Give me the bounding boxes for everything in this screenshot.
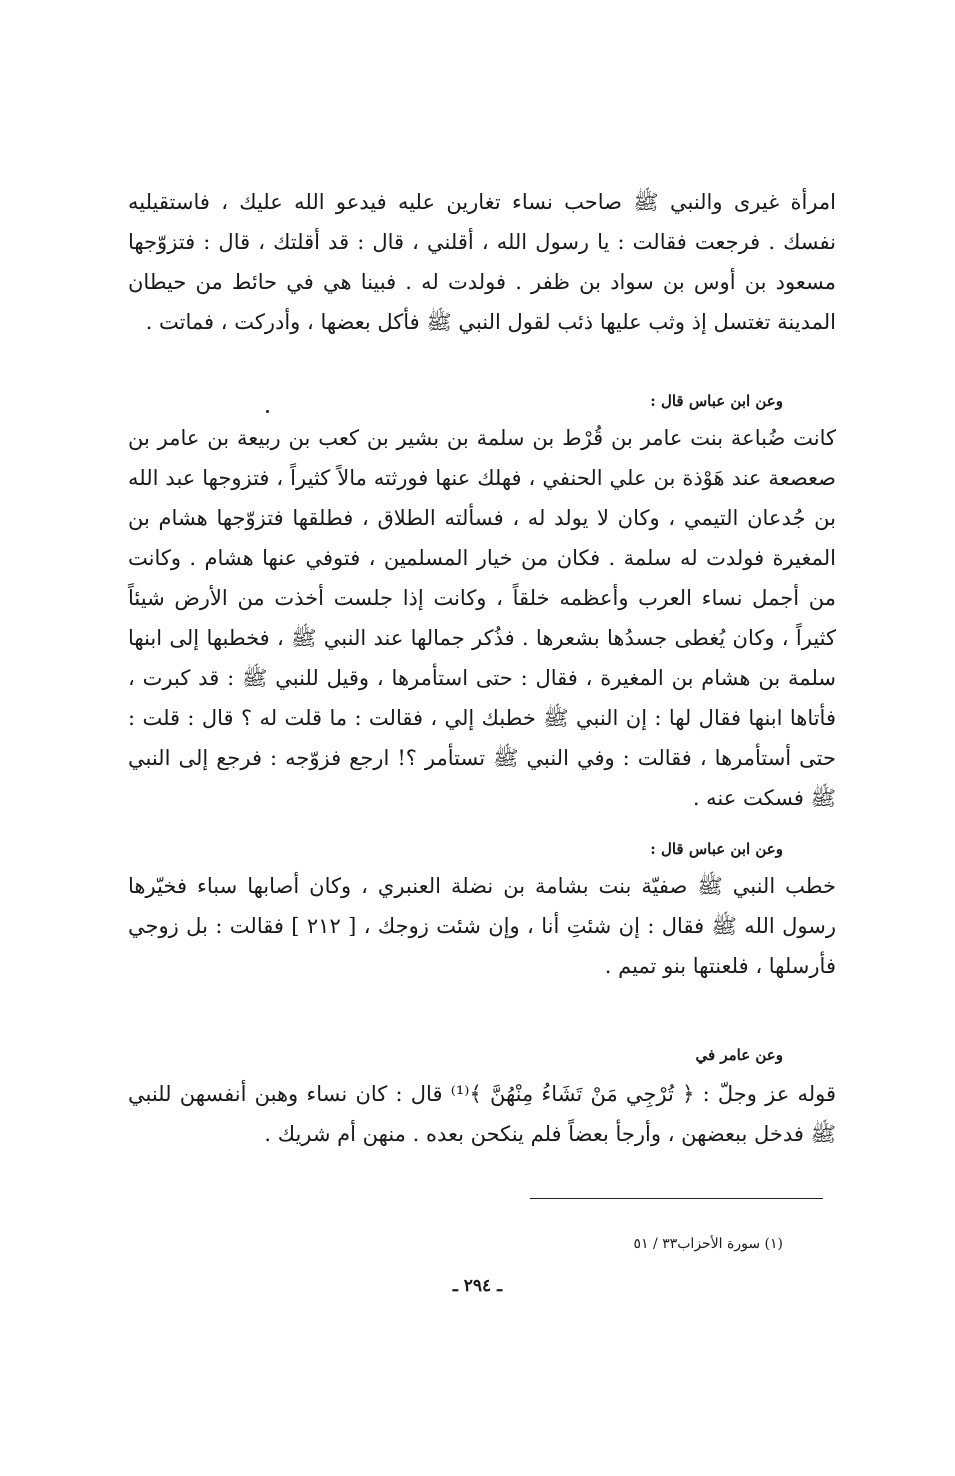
page-number: ـ ٢٩٤ ـ [452, 1276, 503, 1296]
footnote: (١) سورة الأحزاب٣٣ / ٥١ [633, 1236, 783, 1252]
paragraph-3: خطب النبي ﷺ صفيّة بنت بشامة بن نضلة العنبري ، وكان أصابها سباء فخيّرها رسول الله ﷺ فقال : إن شئتِ أنا ، وإن شئت زوجك ، [ ٢١٢ ] فقالت : بل زوجي فأرسلها ، فلعنتها بنو تميم . [128, 874, 836, 978]
stray-mark [266, 410, 269, 413]
paragraph-2: كانت ضُباعة بنت عامر بن قُرْط بن سلمة بن بشير بن كعب بن ربيعة بن عامر بن صعصعة عند هَوْذة بن علي الحنفي ، فهلك عنها فورثته مالاً كثيراً ، فتزوجها عبد الله بن جُدعان التيمي ، وكان لا يولد له ، فسألته الطلاق ، فطلقها فتزوّجها هشام بن المغيرة فولدت له سلمة . فكان من خيار المسلمين ، فتوفي عنها هشام . وكانت من أجمل نساء العرب وأعظمه خلقاً ، وكانت إذا جلست أخذت من الأرض شيئاً كثيراً ، وكان يُغطى جسدُها بشعرها . فذُكر جمالها عند النبي ﷺ ، فخطبها إلى ابنها سلمة بن هشام بن المغيرة ، فقال : حتى استأمرها ، وقيل للنبي ﷺ : قد كبرت ، فأتاها ابنها فقال لها : إن النبي ﷺ خطبك إلي ، فقالت : ما قلت له ؟ قال : قلت : حتى أستأمرها ، فقالت : وفي النبي ﷺ تستأمر ؟! ارجع فزوّجه : فرجع إلى النبي ﷺ فسكت عنه . [128, 426, 836, 810]
section-heading-1: وعن ابن عباس قال : [650, 392, 783, 410]
paragraph-4: قوله عز وجلّ : ﴿ تُرْجِي مَنْ تَشَاءُ مِنْهُنَّ ﴾⁽¹⁾ قال : كان نساء وهبن أنفسهن للنبي ﷺ فدخل ببعضهن ، وأرجأ بعضاً فلم ينكحن بعده . منهن أم شريك . [128, 1082, 836, 1146]
footnote-divider [530, 1198, 823, 1199]
section-heading-3: وعن عامر في [695, 1046, 783, 1064]
section-heading-2: وعن ابن عباس قال : [650, 840, 783, 858]
paragraph-1: امرأة غيرى والنبي ﷺ صاحب نساء تغارين عليه فيدعو الله عليك ، فاستقيليه نفسك . فرجعت فقالت : يا رسول الله ، أقلني ، قال : قد أقلتك ، قال : فتزوّجها مسعود بن أوس بن سواد بن ظفر . فولدت له . فبينا هي في حائط من حيطان المدينة تغتسل إذ وثب عليها ذئب لقول النبي ﷺ فأكل بعضها ، وأدركت ، فماتت . [128, 190, 836, 334]
